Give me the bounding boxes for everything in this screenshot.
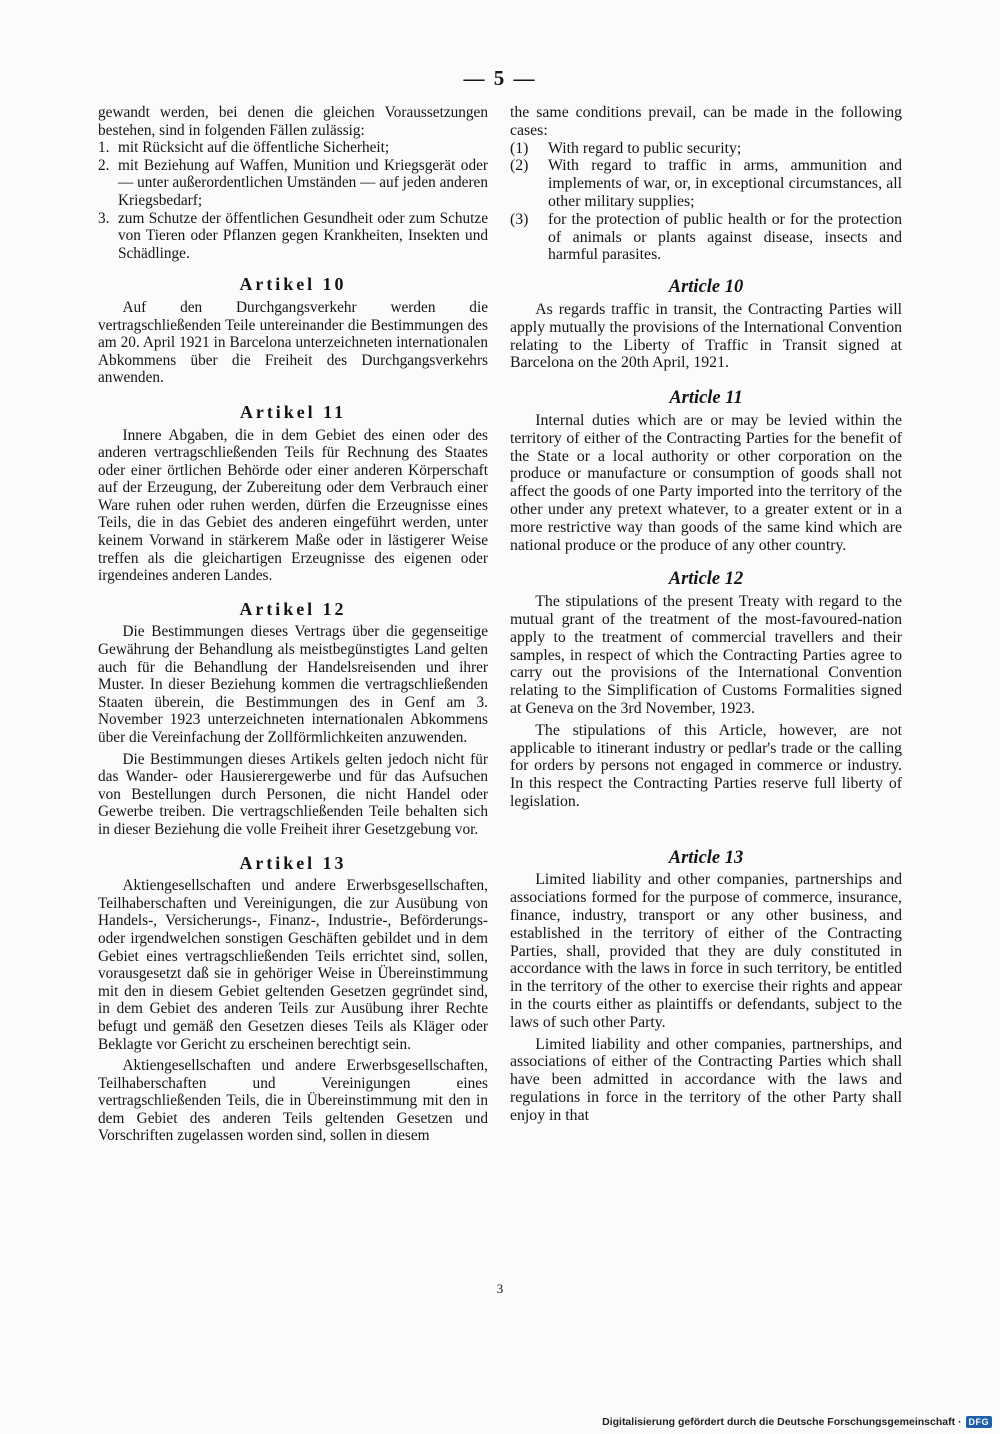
digitization-footer	[602, 1416, 992, 1428]
german-article-12-text-1: Die Bestimmungen dieses Vertrags über die gegenseitige Gewährung der Behandlung als meistbegünstigtes Land gelten auch für die Behandlung der Handelsreisenden und ihrer Muster. In dieser Beziehung kommen die vertragschließenden Staaten überein, die Bestimmungen des in Genf am 3. November 1923 unterzeichneten internationalen Abkommens über die Vereinfachung der Zollförmlichkeiten anzuwenden.	[98, 623, 488, 746]
dfg-logo-icon: DFG	[966, 1416, 993, 1428]
sheet-number: 3	[496, 1281, 504, 1296]
list-item-text: With regard to public security;	[548, 139, 742, 157]
english-article-12-text-2: The stipulations of this Article, however, are not applicable to itinerant industry or pedlar's trade or the calling for orders by persons not engaged in commerce or industry. In this respect the Contracting Parties reserve full liberty of legislation.	[510, 721, 902, 810]
list-item-text: for the protection of public health or for the protection of animals or plants against disease, insects and harmful parasites.	[548, 210, 902, 264]
list-item	[510, 140, 902, 158]
list-item	[510, 157, 902, 210]
german-article-12-text-2: Die Bestimmungen dieses Artikels gelten jedoch nicht für das Wander- oder Hausierergewerbe und für das Aufsuchen von Bestellungen durch Personen, die nicht Handel oder Gewerbe treiben. Die vertragschließenden Teile behalten sich in dieser Beziehung die volle Freiheit ihrer Gesetzgebung vor.	[98, 750, 488, 838]
list-item-number: (1)	[510, 139, 529, 157]
list-item-text: With regard to traffic in arms, ammunition and implements of war, or, in exceptional circumstances, all other military supplies;	[548, 157, 902, 210]
list-item	[510, 211, 902, 264]
english-article-11-heading: Article 11	[669, 387, 743, 408]
list-item-number: 3.	[98, 209, 110, 227]
german-article-12-heading: Artikel 12	[239, 598, 347, 619]
footer-text: Digitalisierung gefördert durch die Deutsche Forschungsgemeinschaft ·	[602, 1416, 962, 1428]
english-article-13-text-2: Limited liability and other companies, partnerships, and associations of either of the Contracting Parties which shall have been admitted in accordance with the laws and regulations in force in the territory of the other Party shall enjoy in that	[510, 1035, 902, 1124]
german-column	[98, 104, 488, 1145]
list-item-text: zum Schutze der öffentlichen Gesundheit oder zum Schutze von Tieren oder Pflanzen gegen Krankheiten, Insekten und Schädlinge.	[118, 209, 488, 262]
german-article-13-text-1: Aktiengesellschaften und andere Erwerbsgesellschaften, Teilhaberschaften und Vereinigungen, die zur Ausübung von Handels-, Versicherungs-, Finanz-, Industrie-, Beförderungs- oder irgendwelchen sonstigen Geschäften gebildet und in dem Gebiet eines vertragschließenden Teils errichtet sind, sollen, vorausgesetzt daß sie in gehöriger Weise in Übereinstimmung mit den in diesem Gebiet geltenden Gesetzen gegründet sind, in dem Gebiet des anderen Teils zur Ausübung ihrer Rechte befugt und gemäß den Gesetzen dieses Teils als Kläger oder Beklagte vor Gericht zu erscheinen berechtigt sein.	[98, 877, 488, 1053]
german-intro: gewandt werden, bei denen die gleichen Voraussetzungen bestehen, sind in folgenden Fällen zulässig:	[98, 104, 488, 139]
german-article-10-heading: Artikel 10	[239, 274, 347, 295]
english-column	[510, 104, 902, 1125]
english-list	[510, 140, 902, 265]
english-article-11-text: Internal duties which are or may be levied within the territory of either of the Contracting Parties for the benefit of the State or a local authority or other corporation on the produce or manufacture or consumption of goods shall not affect the goods of one Party imported into the territory of the other under any pretext whatever, to a greater extent or in a more restrictive way than goods of the same kind which are national produce or the produce of any other country.	[510, 411, 902, 554]
english-article-10-text: As regards traffic in transit, the Contracting Parties will apply mutually the provisions of the International Convention relating to the Liberty of Traffic in Transit signed at Barcelona on the 20th April, 1921.	[510, 300, 902, 372]
english-article-13-heading: Article 13	[668, 846, 744, 867]
list-item-number: (3)	[510, 210, 529, 228]
list-item	[98, 210, 488, 263]
list-item-text: mit Rücksicht auf die öffentliche Sicherheit;	[118, 139, 390, 157]
list-item-number: 1.	[98, 139, 110, 157]
german-article-13-heading: Artikel 13	[239, 852, 347, 873]
german-article-11-heading: Artikel 11	[239, 401, 347, 422]
list-item-text: mit Beziehung auf Waffen, Munition und Kriegsgerät oder — unter außerordentlichen Umständen — auf jeden anderen Kriegsbedarf;	[118, 156, 488, 209]
english-article-13-text-1: Limited liability and other companies, partnerships and associations formed for the purpose of commerce, insurance, finance, industry, transport or any other business, and established in the territory of either of the Contracting Parties, shall, provided that they are duly constituted in accordance with the laws in force in such territory, be entitled in the territory of the other to exercise their rights and appear in the courts either as plaintiffs or defendants, subject to the laws of such other Party.	[510, 871, 902, 1031]
list-item-number: 2.	[98, 156, 110, 174]
german-article-10-text: Auf den Durchgangsverkehr werden die vertragschließenden Teile untereinander die Bestimmungen des am 20. April 1921 in Barcelona unterzeichneten internationalen Abkommens über die Freiheit des Durchgangsverkehrs anwenden.	[98, 298, 488, 387]
german-list	[98, 139, 488, 262]
list-item	[98, 139, 488, 157]
german-article-11-text: Innere Abgaben, die in dem Gebiet des einen oder des anderen vertragschließenden Teils für Rechnung des Staates oder einer örtlichen Behörde oder einer anderen Körperschaft auf der Erzeugung, der Zubereitung oder dem Verbrauch einer Ware ruhen oder ruhen werden, dürfen die Erzeugnisse eines Teils, die in das Gebiet des anderen eingeführt werden, unter keinem Vorwand in stärkerem Maße oder in lästigerer Weise treffen als die gleichartigen Erzeugnisse des eigenen oder irgendeines anderen Landes.	[98, 426, 488, 585]
english-article-12-text-1: The stipulations of the present Treaty with regard to the mutual grant of the treatment of the most-favoured-nation apply to the treatment of commercial travellers and their samples, in respect of which the Contracting Parties agree to carry out the provisions of the International Convention relating to the Simplification of Customs Formalities signed at Geneva on the 3rd November, 1923.	[510, 593, 902, 717]
german-article-13-text-2: Aktiengesellschaften und andere Erwerbsgesellschaften, Teilhaberschaften und Vereinigungen eines vertragschließenden Teils, die in Übereinstimmung mit den in dem Gebiet des anderen Teils geltenden Gesetzen und Vorschriften zugelassen worden sind, sollen in diesem	[98, 1057, 488, 1145]
list-item-number: (2)	[510, 157, 529, 175]
english-article-12-heading: Article 12	[668, 568, 744, 589]
english-intro: the same conditions prevail, can be made in the following cases:	[510, 104, 902, 139]
page-number: — 5 —	[463, 66, 537, 90]
english-article-10-heading: Article 10	[668, 276, 744, 297]
list-item	[98, 157, 488, 210]
